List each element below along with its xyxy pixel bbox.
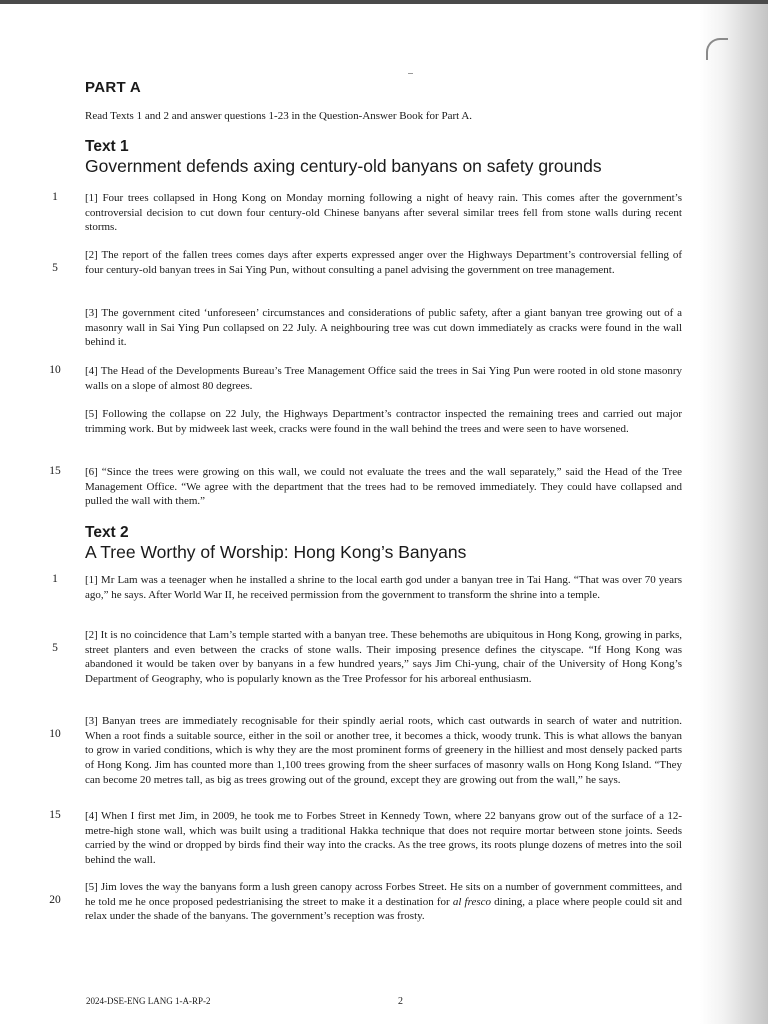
line-number: 1 xyxy=(52,191,58,203)
text2-para-1: [1] Mr Lam was a teenager when he installed a shrine to the local earth god under a banyan tree in Tai Hang. “That was over 70 years ago,” he says. After World War II, he received permission from the government to transform the shrine into a temple. xyxy=(85,574,682,601)
footer-page-number: 2 xyxy=(398,996,403,1007)
text2-para-5 xyxy=(85,880,682,924)
text1-para-1: [1] Four trees collapsed in Hong Kong on Monday morning following a night of heavy rain. This comes after the government’s controversial decision to cut down four century-old Chinese banyans after several similar trees fell from stone walls during recent storms. xyxy=(85,192,682,234)
text2-para-5-start: [5] Jim loves the way the banyans form a lush green canopy across Forbes Street. He sits on a number of government committees, and he told me he once proposed pedestrianising the street to make it a destination for xyxy=(85,881,682,908)
line-number: 15 xyxy=(49,809,61,821)
part-title: PART A xyxy=(85,79,141,96)
page-edge-shadow xyxy=(700,4,768,1024)
line-number: 10 xyxy=(49,364,61,376)
line-number: 20 xyxy=(49,894,61,906)
page-curl-mark xyxy=(706,38,728,60)
text1-title: Government defends axing century-old banyans on safety grounds xyxy=(85,156,602,176)
line-number: 10 xyxy=(49,728,61,740)
text1-label: Text 1 xyxy=(85,138,129,155)
scan-mark xyxy=(408,73,413,74)
line-number: 1 xyxy=(52,573,58,585)
line-number: 15 xyxy=(49,465,61,477)
text2-title: A Tree Worthy of Worship: Hong Kong’s Banyans xyxy=(85,542,467,562)
line-number: 5 xyxy=(52,262,58,274)
footer-exam-code: 2024-DSE-ENG LANG 1-A-RP-2 xyxy=(86,996,211,1006)
text1-para-4: [4] The Head of the Developments Bureau’s Tree Management Office said the trees in Sai Ying Pun were rooted in old stone masonry walls on a slope of almost 80 degrees. xyxy=(85,365,682,392)
text2-para-5-end: dining, a place where people could sit and relax under the shade of the banyans. The government’s reception was frosty. xyxy=(85,895,682,923)
text1-para-5: [5] Following the collapse on 22 July, the Highways Department’s contractor inspected the remaining trees and carried out major trimming work. But by midweek last week, cracks were found in the wall behind the trees and were seen to have worsened. xyxy=(85,408,682,435)
text1-para-2: [2] The report of the fallen trees comes days after experts expressed anger over the Highways Department’s controversial felling of four century-old banyan trees in Sai Ying Pun, without consulting a panel advising the government on tree management. xyxy=(85,249,682,276)
instructions: Read Texts 1 and 2 and answer questions 1-23 in the Question-Answer Book for Part A. xyxy=(85,110,473,122)
text1-para-6: [6] “Since the trees were growing on this wall, we could not evaluate the trees and the wall separately,” said the Head of the Tree Management Office. “We agree with the department that the trees had to be removed immediately. They could have collapsed and pulled the wall with them.” xyxy=(85,466,682,508)
text1-para-3: [3] The government cited ‘unforeseen’ circumstances and considerations of public safety, after a giant banyan tree growing out of a masonry wall in Sai Ying Pun collapsed on 22 July. A neighbouring tree was cut down immediately as cracks were found in the wall behind it. xyxy=(85,307,682,349)
text2-label: Text 2 xyxy=(85,524,129,541)
text2-para-5-italic: al fresco xyxy=(452,895,492,908)
line-number: 5 xyxy=(52,642,58,654)
text2-para-3: [3] Banyan trees are immediately recognisable for their spindly aerial roots, which cast outwards in search of water and nutrition. When a root finds a suitable source, either in the soil or another tree, it becomes a thick, woody trunk. This is what allows the banyan to grow in varied conditions, which is why they are the most prominent forms of greenery in the hilliest and most densely packed parts of Hong Kong. Jim has counted more than 1,100 trees growing from the sheer surfaces of masonry walls on Hong Kong Island. “They can become 20 metres tall, as big as trees growing out of the ground, except they are growing out from the wall,” he says. xyxy=(85,715,682,786)
text2-para-4: [4] When I first met Jim, in 2009, he took me to Forbes Street in Kennedy Town, where 22 banyans grow out of the surface of a 12-metre-high stone wall, which was built using a traditional Hakka technique that does not require mortar between stone joints. Seeds carried by the wind or dropped by birds find their way into the cracks. As the tree grows, its roots plunge dozens of metres into the soil behind the wall. xyxy=(85,810,682,867)
text2-para-2: [2] It is no coincidence that Lam’s temple started with a banyan tree. These behemoths are ubiquitous in Hong Kong, growing in parks, street planters and even between the cracks of stone walls. Their imposing presence defines the cityscape. “If Hong Kong was abandoned it would be taken over by banyans in a few hundred years,” says Jim Chi-yung, chair of the University of Hong Kong’s Department of Geography, who is popularly known as the Tree Professor for his arboreal enthusiasm. xyxy=(85,629,682,686)
